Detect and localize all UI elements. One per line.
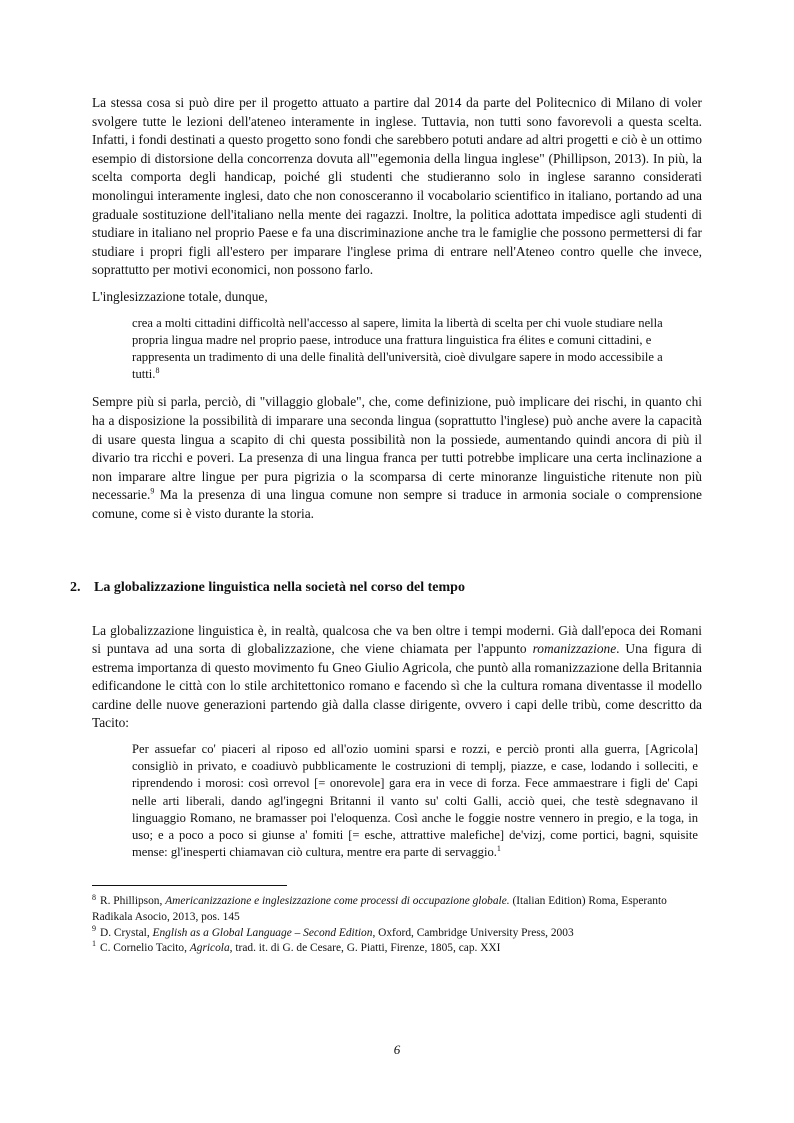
- paragraph-romanizzazione: [92, 622, 702, 734]
- paragraph-text: Sempre più si parla, perciò, di "villaggio globale", che, come definizione, può implicare dei rischi, in quanto chi ha a disposizione la possibilità di imparare una seconda lingua (soprattutto l'inglese) può anche avere la capacità di usare questa lingua a scapito di chi questa possibilità non la possiede, aumentando quindi ancora di più il divario tra ricchi e poveri. La presenza di una lingua franca per tutti potrebbe implicare una certa inclinazione a non imparare altre lingue per pura pigrizia o la scomparsa di certe minoranze linguistiche ritenute non più necessarie.: [92, 394, 702, 503]
- paragraph-inglesizzazione-intro: L'inglesizzazione totale, dunque,: [92, 288, 268, 304]
- footnote-title: English as a Global Language – Second Edition: [152, 926, 373, 939]
- footnote-number: 8: [92, 892, 96, 902]
- paragraph-text-a: La globalizzazione linguistica è, in realtà, qualcosa che va ben oltre i tempi moderni. Già dall'epoca dei Romani si puntava ad una sorta di globalizzazione, che viene chiamata per l'appunto: [92, 622, 702, 657]
- footnote-1: [92, 941, 702, 957]
- footnote-title: Americanizzazione e inglesizzazione come processi di occupazione globale.: [165, 895, 510, 908]
- footnote-ref-8[interactable]: 8: [155, 365, 160, 375]
- quote-text: Per assuefar co' piaceri al riposo ed all'ozio uomini sparsi e rozzi, e perciò pronti alla guerra, [Agricola] consigliò in privato, e coadiuvò pubblicamente le costruzioni di templj, piazze, e case, lodando i solleciti, e riprendendo i morosi: così orrevol [= onorevole] gara era in vece di forza. Fece ammaestrare i figli de' Capi nelle arti liberali, dando agl'ingegni Britanni il vanto su' colti Galli, acciò quei, che testè sdegnavano il linguaggio Romano, ne bramasser poi l'eloquenza. Così anche le foggie nostre vennero in pregio, e la toga, in uso; e a poco a poco si giunse a' fomiti [= esche, attrattive malefiche] de'vizj, come portici, bagni, squisite mense: gl'inesperti chiamavan ciò cultura, mentre era parte di servaggio.: [132, 742, 698, 860]
- footnote-author: C. Cornelio Tacito,: [100, 942, 190, 955]
- paragraph-emphasis: romanizzazione: [532, 641, 617, 657]
- footnote-ref-1[interactable]: 1: [496, 844, 501, 854]
- footnote-separator: [92, 885, 287, 886]
- block-quote-phillipson: [92, 315, 702, 384]
- footnote-details: (Italian Edition) Roma, Esperanto Radikala Asocio, 2013, pos. 145: [92, 895, 667, 924]
- block-quote-tacito: [92, 741, 702, 861]
- section-number: 2.: [70, 579, 81, 595]
- footnote-number: 9: [92, 923, 96, 933]
- footnote-author: R. Phillipson,: [100, 895, 166, 908]
- paragraph-text-tail: Ma la presenza di una lingua comune non sempre si traduce in armonia sociale o comprensione comune, come si è visto durante la storia.: [92, 487, 703, 521]
- section-title: La globalizzazione linguistica nella società nel corso del tempo: [94, 579, 465, 595]
- footnote-8: [92, 894, 702, 925]
- quote-text: crea a molti cittadini difficoltà nell'accesso al sapere, limita la libertà di scelta per chi vuole studiare nella propria lingua madre nel proprio paese, introduce una frattura linguistica fra élites e comuni cittadini, e rappresenta un tradimento di una delle finalità dell'università, cioè divulgare sapere in modo accessibile a tutti.: [132, 315, 663, 382]
- paragraph-villaggio-globale: [92, 393, 702, 523]
- section-heading: [70, 580, 702, 596]
- footnote-9: [92, 923, 702, 942]
- footnotes: [92, 894, 702, 956]
- footnote-author: D. Crystal,: [100, 926, 153, 939]
- footnote-title: Agricola: [189, 942, 230, 955]
- footnote-ref-9[interactable]: 9: [150, 486, 155, 496]
- footnote-details: , trad. it. di G. de Cesare, G. Piatti, Firenze, 1805, cap. XXI: [229, 942, 501, 955]
- page-number: 6: [393, 1042, 401, 1057]
- paragraph-politecnico: La stessa cosa si può dire per il progetto attuato a partire dal 2014 da parte del Politecnico di Milano di voler svolgere tutte le lezioni dell'ateneo interamente in inglese. Tuttavia, non tutti sono favorevoli a questa scelta. Infatti, i fondi destinati a questo progetto sono fondi che sarebbero potuti andare ad altri progetti e ciò è un ottimo esempio di distorsione della concorrenza dovuta all'"egemonia della lingua inglese" (Phillipson, 2013). In più, la scelta comporta degli handicap, poiché gli studenti che studieranno solo in inglese saranno considerati monolingui interamente inglesi, dato che non conosceranno il vocabolario scientifico in italiano, portando ad una graduale sostituzione dell'italiano nella mente dei ragazzi. Inoltre, la politica adottata impedisce agli studenti di studiare in italiano nel proprio Paese e fa una discriminazione anche tra le famiglie che possono permettersi di far studiare i propri figli all'estero per imparare l'inglese prima di entrare nell'Ateneo contro quelle che invece, soprattutto per motivi economici, non possono farlo.: [92, 95, 702, 278]
- footnote-number: 1: [92, 939, 96, 949]
- paragraph-text-b: . Una figura di estrema importanza di questo movimento fu Gneo Giulio Agricola, che puntò alla romanizzazione della Britannia edificandone le città con lo stile architettonico romano e facendo sì che la cultura romana diventasse il modello cardine delle nuove generazioni partendo già dalla classe dirigente, ovvero i capi delle tribù, come descritto da Tacito:: [92, 641, 702, 731]
- footnote-details: , Oxford, Cambridge University Press, 2003: [372, 926, 574, 939]
